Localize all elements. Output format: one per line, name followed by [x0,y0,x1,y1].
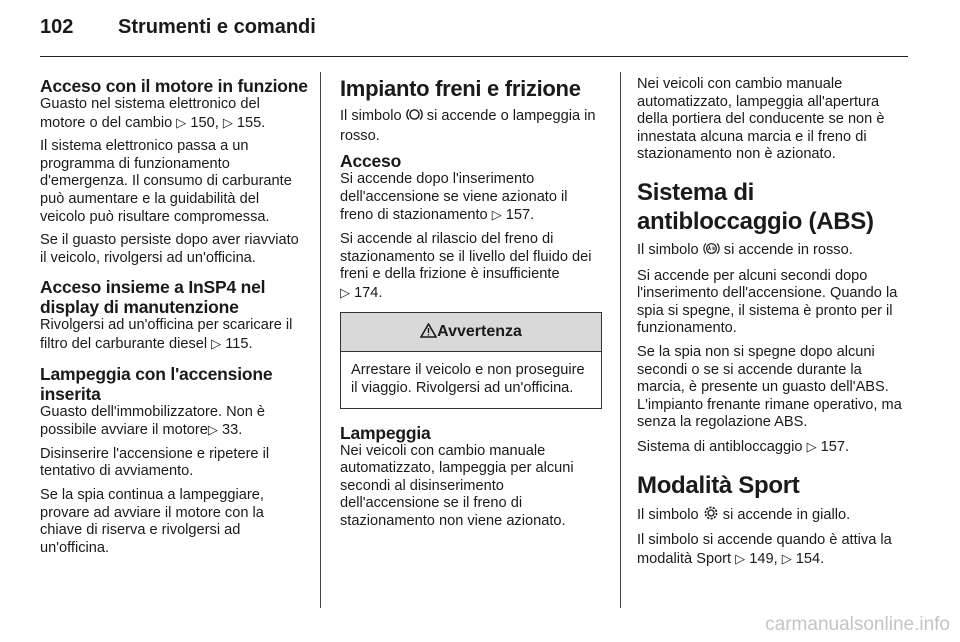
warning-triangle-icon [420,315,437,353]
column-divider-1 [320,72,321,608]
paragraph: Guasto nel sistema elettronico del motore o del cambio ▷ 150, ▷ 155. [40,96,266,131]
paragraph: Il simbolo si accende o lampeggia in rosso. [340,108,596,144]
paragraph: Disinserire l'accensione e ripetere il tentativo di avviamento. [40,445,270,480]
section-title-abs: Sistema di antibloccaggio (ABS) [637,178,874,235]
column-3 [637,76,905,574]
section-title-engine-running: Acceso con il motore in funzione [40,76,308,96]
paragraph: Guasto dell'immobilizzatore. Non è possibile avviare il motore▷ 33. [40,403,266,439]
page-header [40,14,920,52]
page-ref[interactable]: 157. [820,438,850,455]
page-ref[interactable]: 154. [795,550,825,567]
paragraph: Rivolgersi ad un'officina per scaricare il filtro del carburante diesel ▷ 115. [40,317,293,352]
paragraph: Se il guasto persiste dopo aver riavviato il veicolo, rivolgersi ad un'officina. [40,232,299,266]
page-ref[interactable]: 115. [225,335,253,352]
page-ref[interactable]: 149, [749,550,778,567]
paragraph: Il simbolo si accende quando è attiva la modalità Sport ▷ 149, ▷ 154. [637,532,892,567]
page-ref-arrow-icon: ▷ [211,335,222,351]
page-ref[interactable]: 174. [354,284,383,301]
page-ref[interactable]: 150, [190,114,219,131]
warning-box [340,312,602,408]
abs-icon [703,241,720,262]
column-1 [40,76,308,567]
page-ref[interactable]: 157. [505,207,535,224]
page-ref-arrow-icon: ▷ [222,114,233,130]
brake-warning-icon [406,107,423,128]
paragraph: Si accende al rilascio del freno di stazionamento se il livello del fluido dei freni e della frizione è insufficiente ▷ 174. [340,230,592,301]
section-title-on: Acceso [340,151,402,172]
watermark: carmanualsonline.info [765,614,950,635]
page-ref-arrow-icon: ▷ [735,550,746,566]
page-ref-arrow-icon: ▷ [491,207,502,223]
paragraph: Il sistema elettronico passa a un programma di funzionamento d'emergenza. Il consumo di carburante può aumentare e la guidabilità del veicolo può risultare compromessa. [40,138,292,225]
warning-header: Avvertenza [341,313,601,352]
section-title-blinking: Lampeggia [340,422,431,443]
paragraph: Il simbolo si accende in giallo. [637,505,905,527]
page-ref-arrow-icon: ▷ [340,284,350,300]
paragraph: Nei veicoli con cambio manuale automatizzato, lampeggia per alcuni secondi al disinserimento dell'accensione se il freno di stazionamento non viene azionato. [340,442,574,529]
paragraph: Nei veicoli con cambio manuale automatizzato, lampeggia all'apertura della portiera del conducente se non è innestata alcuna marcia e il freno di stazionamento non è azionato. [637,76,885,163]
page-ref[interactable]: 33. [221,422,243,439]
warning-text: Arrestare il veicolo e non proseguire il viaggio. Rivolgersi ad un'officina. [351,362,585,396]
paragraph: Se la spia continua a lampeggiare, provare ad avviare il motore con la chiave di riserva e rivolgersi ad un'officina. [40,486,264,556]
paragraph: Il simbolo si accende in rosso. [637,241,905,262]
page-ref[interactable]: 155. [236,114,266,131]
section-title-insp4: Acceso insieme a InSP4 nel display di manutenzione [40,277,266,318]
sport-mode-icon [703,505,719,527]
paragraph: Si accende dopo l'inserimento dell'accensione se viene azionato il freno di stazionamento ▷ 157. [340,171,568,224]
paragraph: Se la spia non si spegne dopo alcuni secondi o se si accende durante la marcia, è presente un guasto dell'ABS. L'impianto frenante rimane operativo, ma senza la regolazione ABS. [637,343,902,431]
page-ref-arrow-icon: ▷ [176,114,187,130]
page-ref-arrow-icon: ▷ [806,438,817,454]
section-title-flashing: Lampeggia con l'accensione inserita [40,363,273,404]
column-divider-2 [620,72,621,608]
column-2 [340,76,602,541]
header-rule [40,56,908,57]
page-ref-arrow-icon: ▷ [207,422,218,438]
paragraph: Si accende per alcuni secondi dopo l'inserimento dell'accensione. Quando la spia si spegne, il sistema è pronto per il funzionamento. [637,267,898,337]
chapter-title: Strumenti e comandi [118,16,316,38]
paragraph: Sistema di antibloccaggio ▷ 157. [637,438,850,455]
section-title-sport: Modalità Sport [637,471,800,499]
page-ref-arrow-icon: ▷ [781,550,792,566]
section-title-brakes: Impianto freni e frizione [340,76,581,101]
page-number: 102 [40,16,74,38]
